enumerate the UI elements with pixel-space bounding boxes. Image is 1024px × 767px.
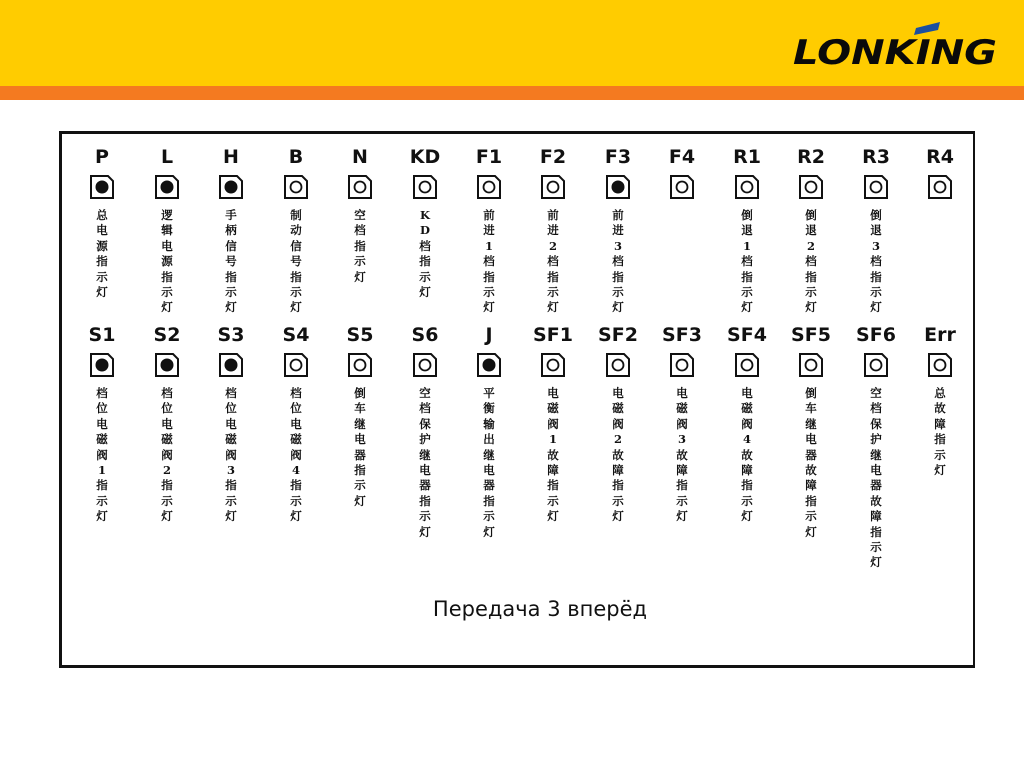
indicator-code-label: SF1	[533, 324, 573, 346]
indicator-code-label: S3	[217, 324, 245, 346]
lamp-dot-filled	[161, 359, 173, 371]
lamp-frame	[800, 354, 822, 376]
lamp-frame	[671, 176, 693, 198]
lamp-on-icon	[218, 174, 244, 200]
lamp-on-icon	[218, 352, 244, 378]
indicator-description: 总故障指示灯	[934, 386, 946, 478]
lamp-frame	[542, 354, 564, 376]
lamp-off-icon	[540, 352, 566, 378]
lamp-frame	[285, 176, 307, 198]
indicator-description: 倒退3档指示灯	[870, 208, 882, 315]
lamp-off-icon	[927, 352, 953, 378]
status-text: Передача 3 вперёд	[432, 597, 648, 621]
indicator-code-label: J	[485, 324, 493, 346]
lamp-frame	[800, 176, 822, 198]
lamp-frame	[736, 176, 758, 198]
indicator-description: 倒退2档指示灯	[805, 208, 817, 315]
lamp-off-icon	[669, 352, 695, 378]
indicator-code-label: R3	[862, 146, 890, 168]
indicator-description: 空档保护继电器故障指示灯	[870, 386, 882, 570]
lamp-off-icon	[863, 174, 889, 200]
lamp-frame	[414, 176, 436, 198]
lamp-on-icon	[89, 352, 115, 378]
indicator-code-label: N	[352, 146, 368, 168]
lamp-frame	[607, 354, 629, 376]
indicator-code-label: F3	[604, 146, 632, 168]
lamp-on-icon	[154, 352, 180, 378]
lamp-off-icon	[798, 174, 824, 200]
lamp-dot-filled	[96, 359, 108, 371]
lamp-frame	[285, 354, 307, 376]
lamp-on-icon	[89, 174, 115, 200]
indicator-description: 档位电磁阀2指示灯	[161, 386, 173, 524]
indicator-description: 前进3档指示灯	[612, 208, 624, 315]
indicator-code-label: S2	[153, 324, 181, 346]
indicator-description: 倒退1档指示灯	[741, 208, 753, 315]
indicator-description: 电磁阀1故障指示灯	[547, 386, 559, 524]
indicator-description: 电磁阀4故障指示灯	[741, 386, 753, 524]
indicator-description: 总电源指示灯	[96, 208, 108, 300]
lamp-dot-filled	[96, 181, 108, 193]
indicator-description: 逻辑电源指示灯	[161, 208, 173, 315]
lamp-off-icon	[927, 174, 953, 200]
lamp-dot-filled	[225, 181, 237, 193]
lamp-frame	[736, 354, 758, 376]
indicator-description: 倒车继电器故障指示灯	[805, 386, 817, 539]
indicator-description: 倒车继电器指示灯	[354, 386, 366, 508]
lamp-frame	[671, 354, 693, 376]
indicator-code-label: S4	[282, 324, 310, 346]
lamp-off-icon	[412, 174, 438, 200]
indicator-code-label: KD	[409, 146, 441, 168]
lamp-on-icon	[605, 174, 631, 200]
indicator-code-label: F2	[539, 146, 567, 168]
indicator-code-label: P	[95, 146, 109, 168]
indicator-code-label: S1	[88, 324, 116, 346]
lamp-off-icon	[605, 352, 631, 378]
indicator-code-label: S5	[346, 324, 374, 346]
lamp-dot-filled	[483, 359, 495, 371]
indicator-code-label: L	[160, 146, 174, 168]
indicator-code-label: F4	[668, 146, 696, 168]
lamp-off-icon	[347, 352, 373, 378]
indicator-code-label: R2	[797, 146, 825, 168]
indicator-panel	[59, 131, 975, 668]
logo-wordmark: LONKING	[793, 33, 997, 72]
lamp-off-icon	[283, 352, 309, 378]
lonking-logo	[780, 22, 1010, 72]
lamp-off-icon	[734, 174, 760, 200]
indicator-description: 档位电磁阀3指示灯	[225, 386, 237, 524]
indicator-code-label: S6	[411, 324, 439, 346]
lamp-frame	[929, 354, 951, 376]
indicator-description: 制动信号指示灯	[290, 208, 302, 315]
lamp-frame	[349, 354, 371, 376]
lamp-on-icon	[476, 352, 502, 378]
indicator-description: 电磁阀2故障指示灯	[612, 386, 624, 524]
lamp-dot-filled	[161, 181, 173, 193]
lamp-dot-filled	[612, 181, 624, 193]
indicator-description: 空档保护继电器指示灯	[419, 386, 431, 539]
lamp-off-icon	[283, 174, 309, 200]
lamp-dot-filled	[225, 359, 237, 371]
lamp-frame	[349, 176, 371, 198]
indicator-code-label: SF6	[856, 324, 896, 346]
indicator-code-label: B	[288, 146, 304, 168]
indicator-code-label: R1	[733, 146, 761, 168]
indicator-code-label: SF5	[791, 324, 831, 346]
indicator-description: 档位电磁阀1指示灯	[96, 386, 108, 524]
indicator-code-label: F1	[475, 146, 503, 168]
indicator-description: 平衡输出继电器指示灯	[483, 386, 495, 539]
lamp-frame	[478, 176, 500, 198]
indicator-description: 电磁阀3故障指示灯	[676, 386, 688, 524]
indicator-description: 前进2档指示灯	[547, 208, 559, 315]
header-stripe	[0, 86, 1024, 100]
indicator-description: 档位电磁阀4指示灯	[290, 386, 302, 524]
lamp-frame	[929, 176, 951, 198]
lamp-off-icon	[540, 174, 566, 200]
lamp-off-icon	[412, 352, 438, 378]
lamp-frame	[865, 354, 887, 376]
indicator-description: 手柄信号指示灯	[225, 208, 237, 315]
lamp-frame	[865, 176, 887, 198]
lamp-off-icon	[798, 352, 824, 378]
lamp-off-icon	[863, 352, 889, 378]
lamp-off-icon	[669, 174, 695, 200]
indicator-code-label: SF2	[598, 324, 638, 346]
lamp-frame	[542, 176, 564, 198]
lamp-frame	[414, 354, 436, 376]
indicator-code-label: SF3	[662, 324, 702, 346]
indicator-code-label: SF4	[727, 324, 767, 346]
indicator-code-label: R4	[926, 146, 954, 168]
lonking-logo-graphic	[780, 22, 1010, 72]
lamp-off-icon	[347, 174, 373, 200]
indicator-code-label: Err	[924, 324, 956, 346]
lamp-off-icon	[476, 174, 502, 200]
lamp-off-icon	[734, 352, 760, 378]
indicator-description: 空档指示灯	[354, 208, 366, 284]
indicator-code-label: H	[223, 146, 239, 168]
lamp-on-icon	[154, 174, 180, 200]
indicator-description: KD档指示灯	[419, 208, 431, 300]
indicator-description: 前进1档指示灯	[483, 208, 495, 315]
